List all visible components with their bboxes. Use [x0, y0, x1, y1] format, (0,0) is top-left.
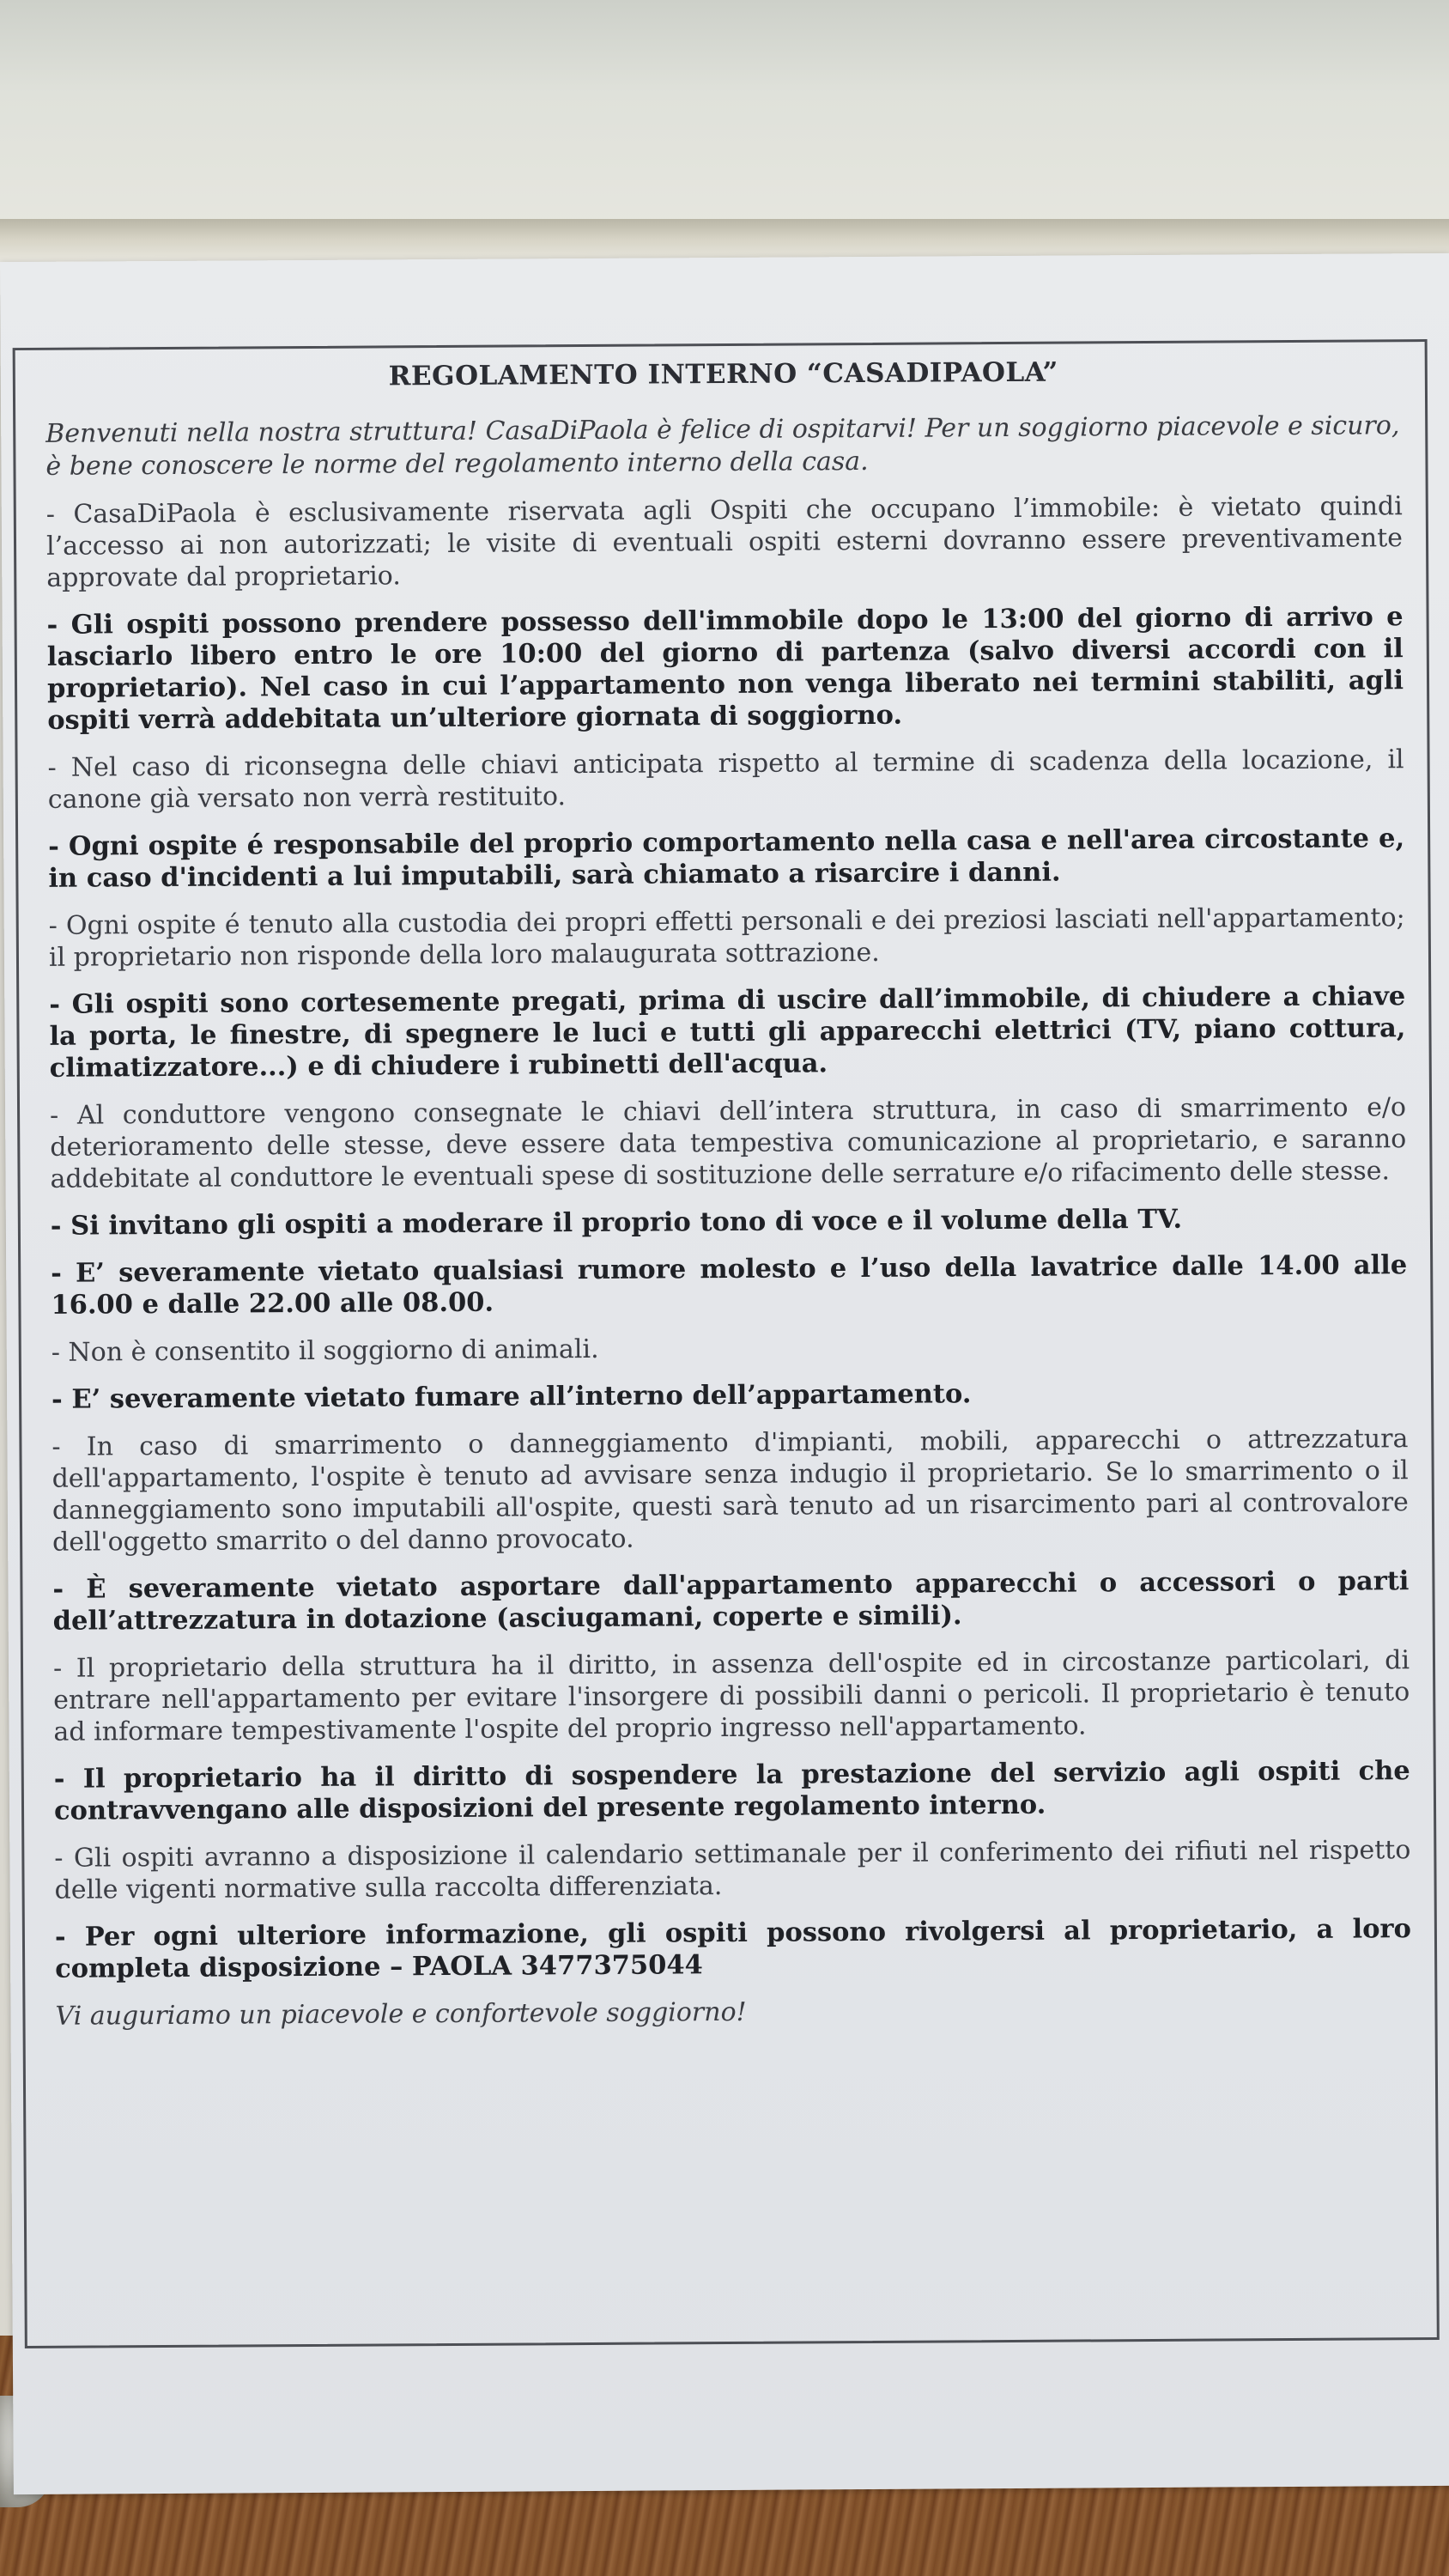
rule-no-smoking: - E’ severamente vietato fumare all’interno dell’appartamento. [51, 1378, 972, 1415]
rule-leaving-checks: - Gli ospiti sono cortesemente pregati, prima di uscire dall’immobile, di chiudere a chiave la porta, le finestre, di spegnere le luci e tutti gli apparecchi elettrici (TV, piano cottura, climatizzatore...) e di chiudere i rubinetti dell'acqua. [49, 981, 1406, 1084]
rule-responsibility: - Ogni ospite é responsabile del proprio comportamento nella casa e nell'area circostante e, in caso d'incidenti a lui imputabili, sarà chiamato a risarcire i danni. [48, 823, 1405, 894]
rule-no-removal: - È severamente vietato asportare dall'appartamento apparecchi o accessori o parti dell’attrezzatura in dotazione (asciugamani, coperte e simili). [52, 1565, 1410, 1637]
rule-contact: - Per ogni ulteriore informazione, gli ospiti possono rivolgersi al proprietario, a loro completa disposizione – PAOLA 3477375044 [54, 1913, 1412, 1984]
rule-damage: - In caso di smarrimento o danneggiamento d'impianti, mobili, apparecchi o attrezzatura dell'appartamento, l'ospite è tenuto ad avvisare senza indugio il proprietario. Se lo smarrimento o il danneggiamento sono imputabili all'ospite, questi sarà tenuto ad un risarcimento pari al controvalore dell'oggetto smarrito o del danno provocato. [52, 1424, 1409, 1558]
notice-sheet [0, 253, 1449, 2494]
rule-early-return: - Nel caso di riconsegna delle chiavi anticipata rispetto al termine di scadenza della locazione, il canone già versato non verrà restituito. [47, 744, 1404, 815]
notice-content [45, 355, 1412, 2033]
rule-access: - CasaDiPaola è esclusivamente riservata agli Ospiti che occupano l’immobile: è vietato quindi l’accesso ai non autorizzati; le visite di eventuali ospiti esterni dovranno essere preventivamente approvate dal proprietario. [45, 491, 1404, 593]
wall-background [0, 0, 1449, 232]
rule-no-animals: - Non è consentito il soggiorno di animali. [51, 1334, 599, 1368]
rule-checkin-checkout: - Gli ospiti possono prendere possesso dell'immobile dopo le 13:00 del giorno di arrivo e lasciarlo libero entro le ore 10:00 del giorno di partenza (salvo diversi accordi con il proprietario). Nel caso in cui l’appartamento non venga liberato nei termini stabiliti, agli ospiti verrà addebitata un’ulteriore giornata di soggiorno. [46, 601, 1404, 736]
notice-title: REGOLAMENTO INTERNO “CASADIPAOLA” [388, 356, 1059, 392]
rule-keys: - Al conduttore vengono consegnate le chiavi dell’intera struttura, in caso di smarrimento e/o deterioramento delle stesse, deve essere data tempestiva comunicazione al proprietario, e saranno addebitate al conduttore le eventuali spese di sostituzione delle serrature e/o rifacimento delle stesse. [49, 1092, 1407, 1194]
rule-noise-voice: - Si invitano gli ospiti a moderare il proprio tono di voce e il volume della TV. [50, 1203, 1183, 1242]
notice-intro: Benvenuti nella nostra struttura! CasaDiPaola è felice di ospitarvi! Per un soggiorno piacevole e sicuro, è bene conoscere le norme del regolamento interno della casa. [45, 410, 1400, 482]
rule-quiet-hours: - E’ severamente vietato qualsiasi rumore molesto e l’uso della lavatrice dalle 14.00 alle 16.00 e dalle 22.00 alle 08.00. [51, 1249, 1408, 1321]
rule-owner-entry: - Il proprietario della struttura ha il diritto, in assenza dell'ospite ed in circostanze particolari, di entrare nell'appartamento per evitare l'insorgere di possibili danni o pericoli. Il proprietario è tenuto ad informare tempestivamente l'ospite del proprio ingresso nell'appartamento. [52, 1645, 1410, 1747]
notice-closing: Vi auguriamo un piacevole e confortevole soggiorno! [55, 1996, 747, 2032]
rule-waste-calendar: - Gli ospiti avranno a disposizione il calendario settimanale per il conferimento dei rifiuti nel rispetto delle vigenti normative sulla raccolta differenziata. [54, 1835, 1411, 1905]
rule-service-suspension: - Il proprietario ha il diritto di sospendere la prestazione del servizio agli ospiti che contravvengano alle disposizioni del presente regolamento interno. [53, 1755, 1410, 1826]
rule-personal-effects: - Ogni ospite é tenuto alla custodia dei propri effetti personali e dei preziosi lasciati nell'appartamento; il proprietario non risponde della loro malaugurata sottrazione. [48, 902, 1405, 973]
